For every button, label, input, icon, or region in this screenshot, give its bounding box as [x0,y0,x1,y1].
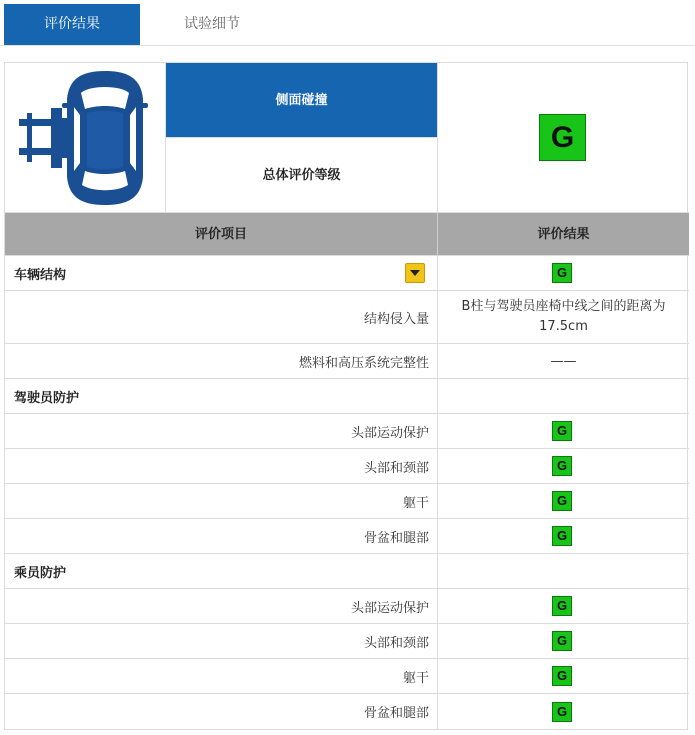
rating-badge: G [552,702,572,722]
item-label: 骨盆和腿部 [363,530,429,546]
rating-badge: G [552,631,572,651]
rating-badge: G [552,421,572,441]
tab-bar [0,0,695,46]
table-row [5,624,689,659]
rating-badge: G [552,596,572,616]
rating-badge: G [552,456,572,476]
column-header-result: 评价结果 [438,213,689,256]
chevron-down-icon [410,270,420,276]
item-label: 骨盆和腿部 [363,706,429,721]
rating-badge: G [552,526,572,546]
result-note: B柱与驾驶员座椅中线之间的距离为17.5cm [461,299,666,334]
result-note: —— [550,353,577,369]
table-row [5,484,689,519]
rating-panel [4,62,688,730]
side-impact-car-diagram-icon [5,63,166,213]
section-row-passenger-protection [5,554,689,589]
car-diagram-cell [5,63,166,213]
item-label: 头部运动保护 [350,600,429,616]
table-row [5,589,689,624]
item-label: 头部和颈部 [363,635,429,651]
section-title: 车辆结构 [14,267,67,283]
table-row [5,414,689,449]
tab-evaluation-results[interactable]: 评价结果 [4,4,140,45]
item-label: 结构侵入量 [363,311,429,327]
overall-rating-badge: G [539,114,586,161]
item-label: 躯干 [402,495,429,511]
rating-badge: G [552,263,572,283]
rating-badge: G [552,491,572,511]
table-row [5,344,689,379]
table-row [5,519,689,554]
tab-test-details[interactable]: 试验细节 [184,16,240,32]
section-title: 驾驶员防护 [14,390,80,406]
column-header-item: 评价项目 [5,213,438,256]
expand-dropdown-button[interactable] [405,263,425,283]
table-row [5,291,689,344]
table-row [5,659,689,694]
overall-rating-label: 总体评价等级 [166,138,438,213]
section-row-driver-protection [5,379,689,414]
table-row [5,694,689,729]
section-row-vehicle-structure [5,256,689,291]
item-label: 头部和颈部 [363,460,429,476]
table-row [5,449,689,484]
overall-rating-cell [438,63,689,213]
rating-badge: G [552,666,572,686]
section-title: 乘员防护 [14,565,67,581]
item-label: 头部运动保护 [350,425,429,441]
item-label: 燃料和高压系统完整性 [298,355,429,371]
test-name-cell: 侧面碰撞 [166,63,438,138]
item-label: 躯干 [402,670,429,686]
